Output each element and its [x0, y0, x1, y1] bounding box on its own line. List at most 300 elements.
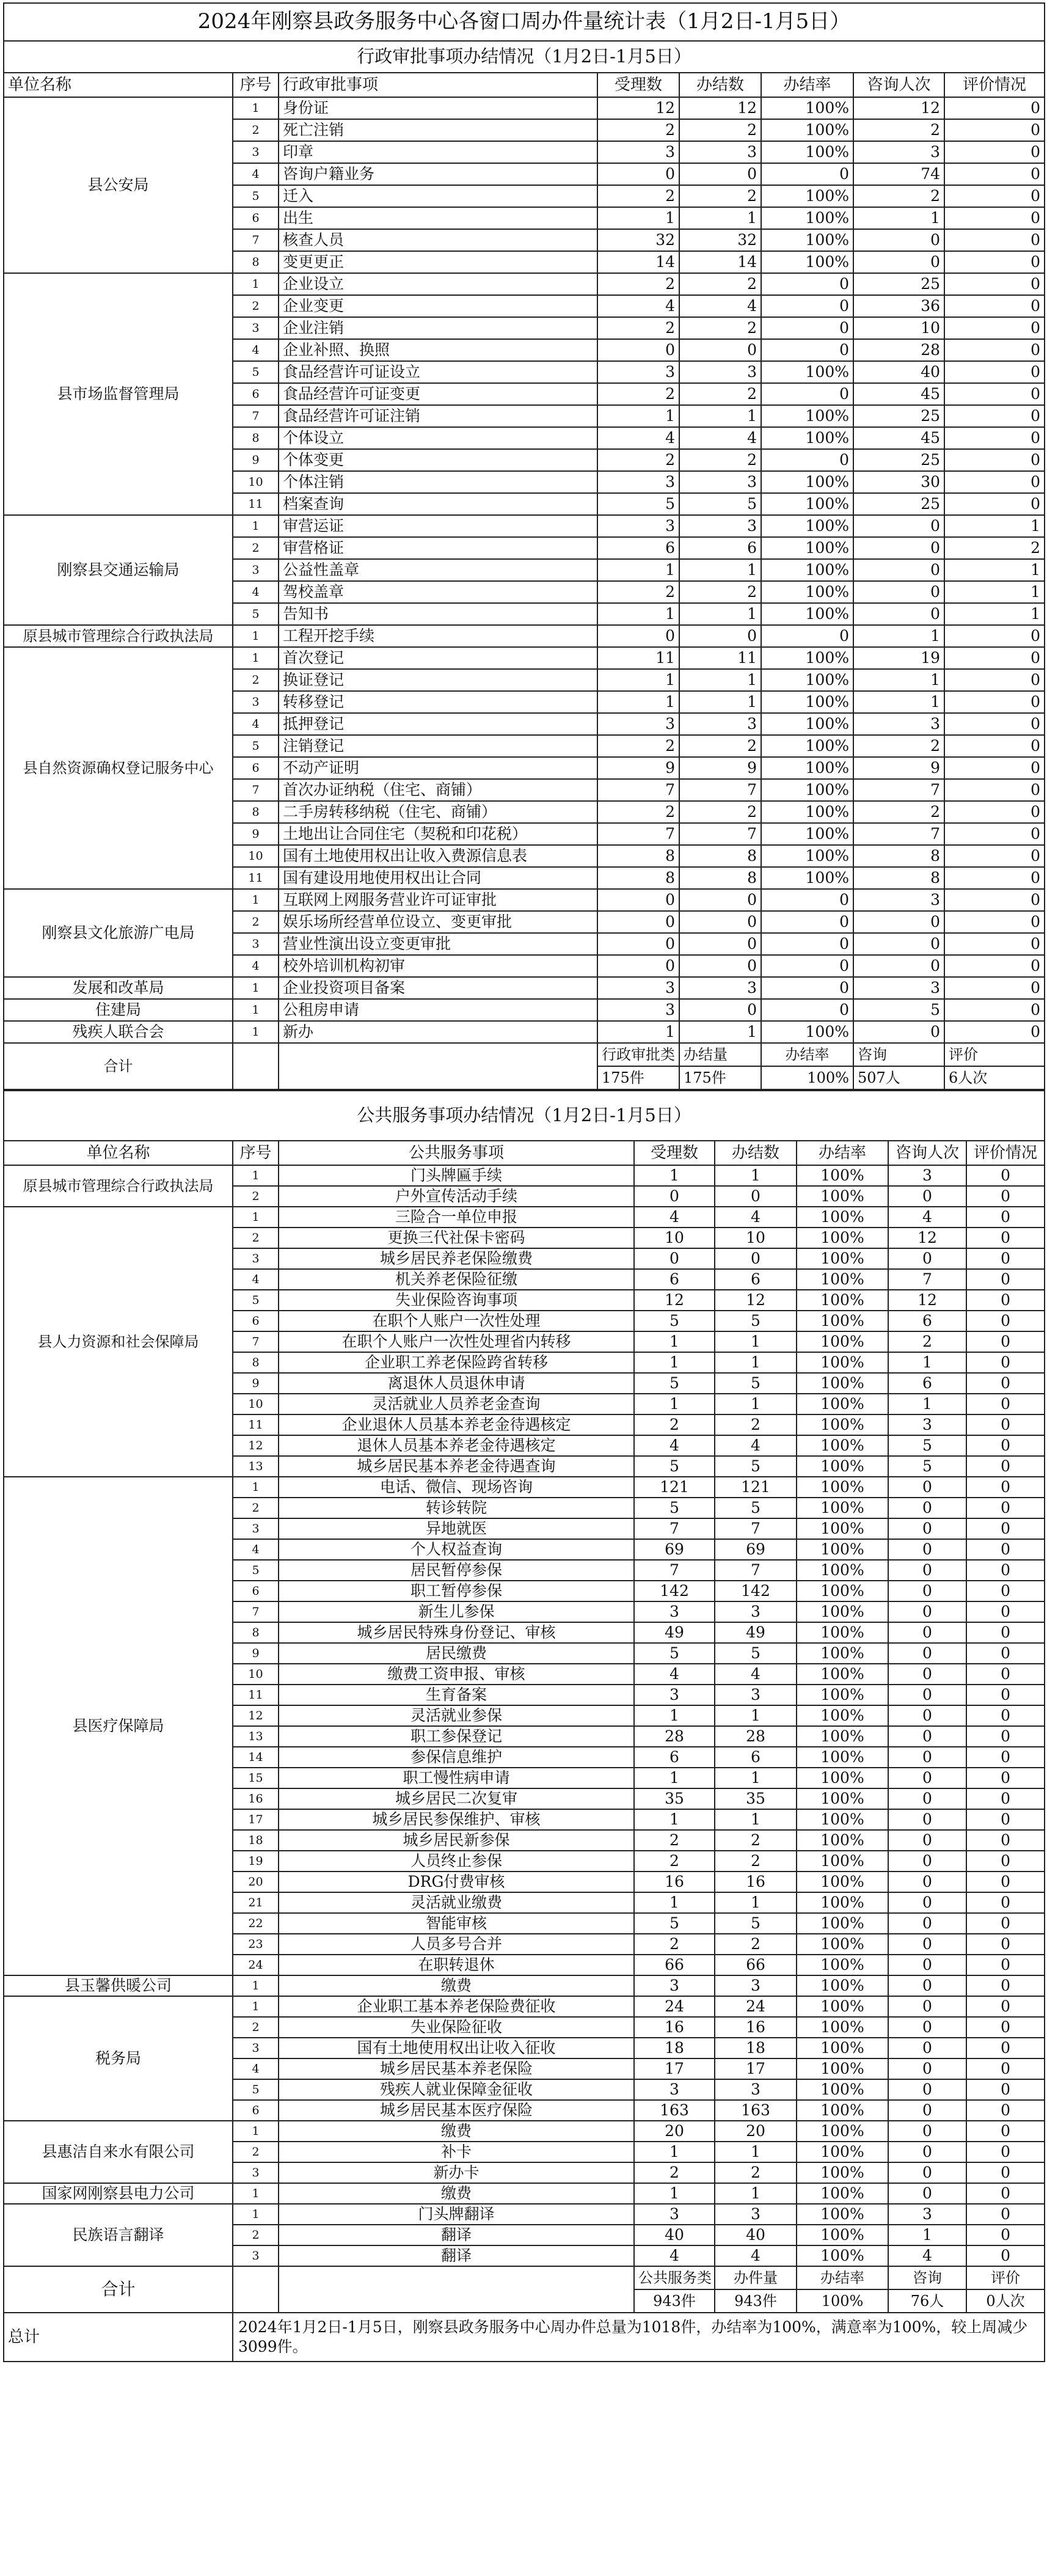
- row-accepted: 3: [634, 1975, 715, 1996]
- row-accepted: 1: [634, 1705, 715, 1726]
- table-row: [4, 889, 1045, 911]
- row-item: 灵活就业人员养老金查询: [279, 1394, 634, 1414]
- row-completed: 4: [715, 1435, 797, 1456]
- dept-name: 县玉馨供暖公司: [4, 1975, 233, 1996]
- row-completed: 1: [715, 1809, 797, 1830]
- row-accepted: 14: [597, 251, 679, 273]
- row-item: 三险合一单位申报: [279, 1207, 634, 1228]
- row-rate: 100%: [797, 1290, 888, 1311]
- row-rate: 100%: [797, 2017, 888, 2038]
- row-item: 缴费: [279, 2183, 634, 2204]
- summary2-v4: 76人: [888, 2289, 966, 2313]
- row-rate: 100%: [761, 823, 853, 845]
- row-index: 6: [233, 757, 279, 779]
- row-index: 8: [233, 427, 279, 449]
- row-item: 抵押登记: [279, 713, 597, 735]
- row-accepted: 2: [597, 449, 679, 471]
- row-evaluation: 0: [944, 207, 1045, 229]
- row-consult: 7: [888, 1269, 966, 1290]
- row-rate: 100%: [761, 691, 853, 713]
- row-item: 死亡注销: [279, 119, 597, 141]
- row-evaluation: 0: [944, 1021, 1045, 1043]
- row-item: 首次办证纳税（住宅、商铺）: [279, 779, 597, 801]
- row-completed: 6: [679, 537, 761, 559]
- row-rate: 100%: [761, 251, 853, 273]
- col-header-rate: 办结率: [761, 73, 853, 97]
- row-item: 机关养老保险征缴: [279, 1269, 634, 1290]
- row-index: 2: [233, 1186, 279, 1207]
- row-completed: 3: [679, 471, 761, 493]
- row-completed: 2: [679, 185, 761, 207]
- row-consult: 5: [888, 1435, 966, 1456]
- dept-name: 县自然资源确权登记服务中心: [4, 647, 233, 889]
- row-accepted: 2: [597, 273, 679, 295]
- row-index: 6: [233, 1581, 279, 1601]
- row-evaluation: 0: [944, 185, 1045, 207]
- dept-name: 民族语言翻译: [4, 2204, 233, 2266]
- row-completed: 3: [715, 1685, 797, 1705]
- row-completed: 2: [679, 317, 761, 339]
- row-index: 1: [233, 2183, 279, 2204]
- row-rate: 100%: [761, 207, 853, 229]
- row-accepted: 40: [634, 2225, 715, 2245]
- row-index: 24: [233, 1955, 279, 1975]
- row-accepted: 32: [597, 229, 679, 251]
- row-completed: 0: [679, 933, 761, 955]
- row-completed: 1: [715, 1768, 797, 1788]
- summary2-h5: 评价: [966, 2266, 1045, 2289]
- row-completed: 66: [715, 1955, 797, 1975]
- row-completed: 0: [679, 625, 761, 647]
- row-evaluation: 0: [944, 141, 1045, 163]
- row-accepted: 2: [634, 1934, 715, 1955]
- row-rate: 100%: [797, 1768, 888, 1788]
- row-accepted: 0: [597, 889, 679, 911]
- row-rate: 100%: [797, 1809, 888, 1830]
- col2-header-item: 公共服务事项: [279, 1141, 634, 1165]
- row-evaluation: 1: [944, 603, 1045, 625]
- row-index: 23: [233, 1934, 279, 1955]
- row-completed: 1: [715, 1165, 797, 1186]
- section1-header-row: [4, 73, 1045, 97]
- row-evaluation: 0: [944, 757, 1045, 779]
- row-rate: 100%: [797, 2038, 888, 2058]
- row-index: 2: [233, 2017, 279, 2038]
- row-evaluation: 0: [966, 1975, 1045, 1996]
- row-item: 失业保险征收: [279, 2017, 634, 2038]
- row-completed: 12: [679, 97, 761, 119]
- row-consult: 0: [888, 2100, 966, 2121]
- row-consult: 0: [853, 911, 944, 933]
- row-consult: 40: [853, 361, 944, 383]
- row-completed: 4: [679, 295, 761, 317]
- row-evaluation: 0: [944, 471, 1045, 493]
- summary2-h4: 咨询: [888, 2266, 966, 2289]
- row-item: 门头牌翻译: [279, 2204, 634, 2225]
- row-rate: 100%: [761, 97, 853, 119]
- row-accepted: 0: [597, 339, 679, 361]
- grand-total-label: 总计: [4, 2313, 233, 2362]
- row-index: 4: [233, 581, 279, 603]
- row-accepted: 9: [597, 757, 679, 779]
- row-rate: 100%: [761, 141, 853, 163]
- row-evaluation: 0: [966, 1747, 1045, 1768]
- row-evaluation: 0: [966, 1331, 1045, 1352]
- row-evaluation: 0: [966, 1809, 1045, 1830]
- row-accepted: 18: [634, 2038, 715, 2058]
- row-index: 1: [233, 1996, 279, 2017]
- dept-name: 县市场监督管理局: [4, 273, 233, 515]
- row-consult: 74: [853, 163, 944, 185]
- row-index: 5: [233, 735, 279, 757]
- row-consult: 0: [853, 515, 944, 537]
- row-rate: 0: [761, 889, 853, 911]
- row-index: 5: [233, 1290, 279, 1311]
- row-completed: 4: [715, 1207, 797, 1228]
- row-consult: 0: [888, 1643, 966, 1664]
- row-consult: 12: [853, 97, 944, 119]
- row-accepted: 1: [634, 2142, 715, 2162]
- row-item: 驾校盖章: [279, 581, 597, 603]
- row-rate: 0: [761, 449, 853, 471]
- row-rate: 100%: [797, 1518, 888, 1539]
- row-index: 10: [233, 845, 279, 867]
- row-index: 4: [233, 1539, 279, 1560]
- row-item: 城乡居民二次复审: [279, 1788, 634, 1809]
- row-rate: 100%: [761, 779, 853, 801]
- row-accepted: 7: [597, 779, 679, 801]
- row-rate: 0: [761, 911, 853, 933]
- row-item: 电话、微信、现场咨询: [279, 1477, 634, 1498]
- row-accepted: 0: [597, 625, 679, 647]
- table-row: [4, 1207, 1045, 1228]
- row-evaluation: 0: [966, 1643, 1045, 1664]
- row-item: 人员多号合并: [279, 1934, 634, 1955]
- row-evaluation: 0: [966, 1394, 1045, 1414]
- row-index: 4: [233, 955, 279, 977]
- row-rate: 100%: [797, 1560, 888, 1581]
- row-consult: 1: [853, 207, 944, 229]
- row-accepted: 0: [597, 911, 679, 933]
- row-rate: 0: [761, 933, 853, 955]
- row-item: 变更更正: [279, 251, 597, 273]
- row-index: 2: [233, 2142, 279, 2162]
- row-item: 个体变更: [279, 449, 597, 471]
- row-item: 补卡: [279, 2142, 634, 2162]
- row-rate: 0: [761, 295, 853, 317]
- summary1-v3: 100%: [761, 1066, 853, 1089]
- row-accepted: 4: [597, 427, 679, 449]
- row-rate: 100%: [797, 1685, 888, 1705]
- row-consult: 8: [853, 867, 944, 889]
- row-completed: 7: [679, 779, 761, 801]
- table-row: [4, 515, 1045, 537]
- row-completed: 3: [679, 515, 761, 537]
- dept-name: 县惠洁自来水有限公司: [4, 2121, 233, 2183]
- row-item: 转移登记: [279, 691, 597, 713]
- row-evaluation: 0: [966, 2204, 1045, 2225]
- row-accepted: 8: [597, 867, 679, 889]
- row-consult: 4: [888, 1207, 966, 1228]
- row-evaluation: 0: [966, 1726, 1045, 1747]
- row-index: 13: [233, 1726, 279, 1747]
- row-evaluation: 0: [966, 1269, 1045, 1290]
- row-index: 4: [233, 1269, 279, 1290]
- summary2-h2: 办件量: [715, 2266, 797, 2289]
- dept-name: 住建局: [4, 999, 233, 1021]
- dept-name: 县公安局: [4, 97, 233, 273]
- row-rate: 100%: [761, 537, 853, 559]
- dept-name: 县人力资源和社会保障局: [4, 1207, 233, 1477]
- row-accepted: 1: [597, 691, 679, 713]
- row-evaluation: 0: [944, 493, 1045, 515]
- row-item: 翻译: [279, 2245, 634, 2266]
- row-completed: 14: [679, 251, 761, 273]
- row-completed: 5: [715, 1913, 797, 1934]
- row-item: 在职转退休: [279, 1955, 634, 1975]
- row-rate: 100%: [761, 361, 853, 383]
- col-header-accepted: 受理数: [597, 73, 679, 97]
- row-index: 5: [233, 2079, 279, 2100]
- table-row: [4, 977, 1045, 999]
- dept-name: 原县城市管理综合行政执法局: [4, 1165, 233, 1207]
- row-accepted: 3: [634, 2204, 715, 2225]
- row-accepted: 1: [597, 669, 679, 691]
- row-index: 3: [233, 933, 279, 955]
- row-index: 3: [233, 691, 279, 713]
- row-index: 1: [233, 2121, 279, 2142]
- row-consult: 19: [853, 647, 944, 669]
- row-index: 6: [233, 383, 279, 405]
- row-completed: 0: [679, 911, 761, 933]
- row-consult: 3: [853, 889, 944, 911]
- row-rate: 100%: [797, 1830, 888, 1851]
- row-completed: 1: [679, 691, 761, 713]
- row-item: 印章: [279, 141, 597, 163]
- row-accepted: 2: [634, 1830, 715, 1851]
- row-item: 离退休人员退休申请: [279, 1373, 634, 1394]
- row-evaluation: 0: [966, 2058, 1045, 2079]
- row-completed: 2: [715, 1851, 797, 1872]
- row-rate: 100%: [797, 1311, 888, 1331]
- row-index: 3: [233, 2245, 279, 2266]
- row-completed: 2: [679, 119, 761, 141]
- row-consult: 1: [853, 691, 944, 713]
- summary2-v1: 943件: [634, 2289, 715, 2313]
- row-item: 国有土地使用权出让收入征收: [279, 2038, 634, 2058]
- row-index: 7: [233, 405, 279, 427]
- summary1-h2: 办结量: [679, 1043, 761, 1066]
- row-evaluation: 0: [944, 779, 1045, 801]
- row-accepted: 17: [634, 2058, 715, 2079]
- row-item: 营业性演出设立变更审批: [279, 933, 597, 955]
- row-completed: 2: [679, 273, 761, 295]
- row-evaluation: 0: [966, 1456, 1045, 1477]
- row-evaluation: 0: [966, 1518, 1045, 1539]
- row-consult: 3: [853, 977, 944, 999]
- row-index: 17: [233, 1809, 279, 1830]
- row-accepted: 66: [634, 1955, 715, 1975]
- row-completed: 9: [679, 757, 761, 779]
- row-index: 1: [233, 97, 279, 119]
- row-evaluation: 0: [966, 1477, 1045, 1498]
- row-rate: 100%: [761, 119, 853, 141]
- row-accepted: 1: [634, 1892, 715, 1913]
- row-consult: 0: [853, 603, 944, 625]
- section1-rows: [4, 97, 1045, 1043]
- row-consult: 0: [888, 1601, 966, 1622]
- row-consult: 25: [853, 273, 944, 295]
- row-consult: 0: [888, 2038, 966, 2058]
- row-evaluation: 0: [966, 2017, 1045, 2038]
- row-index: 11: [233, 1685, 279, 1705]
- row-consult: 2: [853, 801, 944, 823]
- row-completed: 17: [715, 2058, 797, 2079]
- row-rate: 100%: [797, 1955, 888, 1975]
- row-index: 3: [233, 317, 279, 339]
- row-evaluation: 0: [966, 1581, 1045, 1601]
- table-row: [4, 1021, 1045, 1043]
- row-index: 5: [233, 361, 279, 383]
- row-consult: 25: [853, 405, 944, 427]
- row-accepted: 2: [597, 317, 679, 339]
- row-index: 9: [233, 823, 279, 845]
- row-rate: 100%: [797, 1269, 888, 1290]
- row-consult: 2: [853, 185, 944, 207]
- row-accepted: 7: [597, 823, 679, 845]
- row-accepted: 4: [597, 295, 679, 317]
- row-index: 1: [233, 1165, 279, 1186]
- row-index: 9: [233, 1643, 279, 1664]
- row-consult: 12: [888, 1290, 966, 1311]
- row-consult: 0: [853, 581, 944, 603]
- row-item: 国有建设用地使用权出让合同: [279, 867, 597, 889]
- row-completed: 5: [715, 1498, 797, 1518]
- row-completed: 7: [679, 823, 761, 845]
- row-evaluation: 0: [966, 1352, 1045, 1373]
- row-accepted: 6: [634, 1269, 715, 1290]
- row-accepted: 4: [634, 1664, 715, 1685]
- row-completed: 3: [715, 1975, 797, 1996]
- row-accepted: 1: [597, 603, 679, 625]
- row-item: 企业退休人员基本养老金待遇核定: [279, 1414, 634, 1435]
- row-index: 2: [233, 537, 279, 559]
- row-index: 4: [233, 163, 279, 185]
- row-item: 企业投资项目备案: [279, 977, 597, 999]
- row-item: 城乡居民新参保: [279, 1830, 634, 1851]
- row-index: 11: [233, 493, 279, 515]
- row-index: 18: [233, 1830, 279, 1851]
- row-accepted: 16: [634, 2017, 715, 2038]
- row-rate: 100%: [797, 1435, 888, 1456]
- row-rate: 100%: [761, 647, 853, 669]
- row-completed: 2: [715, 1934, 797, 1955]
- row-accepted: 1: [634, 1352, 715, 1373]
- row-accepted: 2: [597, 581, 679, 603]
- row-accepted: 5: [634, 1498, 715, 1518]
- row-consult: 0: [888, 1477, 966, 1498]
- row-index: 4: [233, 2058, 279, 2079]
- row-item: 智能审核: [279, 1913, 634, 1934]
- row-index: 2: [233, 1498, 279, 1518]
- row-accepted: 0: [634, 1248, 715, 1269]
- row-accepted: 3: [634, 2079, 715, 2100]
- row-item: 食品经营许可证变更: [279, 383, 597, 405]
- row-completed: 28: [715, 1726, 797, 1747]
- row-completed: 16: [715, 1872, 797, 1892]
- row-completed: 1: [679, 669, 761, 691]
- row-completed: 24: [715, 1996, 797, 2017]
- row-consult: 6: [888, 1373, 966, 1394]
- table-row: [4, 1477, 1045, 1498]
- row-rate: 100%: [797, 1477, 888, 1498]
- row-index: 1: [233, 273, 279, 295]
- row-evaluation: 0: [966, 1913, 1045, 1934]
- row-accepted: 3: [634, 1601, 715, 1622]
- table-row: [4, 647, 1045, 669]
- row-evaluation: 0: [944, 405, 1045, 427]
- row-rate: 100%: [761, 757, 853, 779]
- col2-header-rate: 办结率: [797, 1141, 888, 1165]
- row-completed: 1: [715, 2183, 797, 2204]
- row-evaluation: 0: [944, 383, 1045, 405]
- dept-name: 刚察县文化旅游广电局: [4, 889, 233, 977]
- public-service-table: [3, 1090, 1045, 2362]
- summary1-h3: 办结率: [761, 1043, 853, 1066]
- table-row: [4, 97, 1045, 119]
- row-index: 1: [233, 1021, 279, 1043]
- row-evaluation: 0: [966, 1414, 1045, 1435]
- row-evaluation: 0: [966, 2142, 1045, 2162]
- row-accepted: 7: [634, 1518, 715, 1539]
- row-rate: 100%: [761, 427, 853, 449]
- row-evaluation: 0: [944, 801, 1045, 823]
- section1-summary-label: 合计: [4, 1043, 233, 1089]
- row-rate: 100%: [761, 735, 853, 757]
- row-accepted: 0: [597, 163, 679, 185]
- dept-name: 发展和改革局: [4, 977, 233, 999]
- row-consult: 0: [888, 1996, 966, 2017]
- row-index: 1: [233, 2204, 279, 2225]
- row-rate: 100%: [761, 559, 853, 581]
- row-consult: 45: [853, 427, 944, 449]
- row-item: 公益性盖章: [279, 559, 597, 581]
- row-completed: 5: [715, 1311, 797, 1331]
- row-rate: 100%: [797, 2225, 888, 2245]
- row-completed: 1: [679, 207, 761, 229]
- row-accepted: 0: [597, 955, 679, 977]
- row-evaluation: 0: [944, 933, 1045, 955]
- row-completed: 49: [715, 1622, 797, 1643]
- row-accepted: 49: [634, 1622, 715, 1643]
- row-index: 1: [233, 977, 279, 999]
- row-item: 失业保险咨询事项: [279, 1290, 634, 1311]
- col2-header-index: 序号: [233, 1141, 279, 1165]
- row-item: 个人权益查询: [279, 1539, 634, 1560]
- row-item: 在职个人账户一次性处理省内转移: [279, 1331, 634, 1352]
- row-accepted: 69: [634, 1539, 715, 1560]
- row-accepted: 20: [634, 2121, 715, 2142]
- row-rate: 0: [761, 163, 853, 185]
- row-completed: 1: [715, 1331, 797, 1352]
- row-consult: 0: [888, 1726, 966, 1747]
- row-completed: 2: [715, 1830, 797, 1851]
- row-completed: 0: [679, 339, 761, 361]
- row-evaluation: 0: [966, 1186, 1045, 1207]
- row-evaluation: 0: [944, 119, 1045, 141]
- row-consult: 0: [888, 1518, 966, 1539]
- row-rate: 100%: [797, 1747, 888, 1768]
